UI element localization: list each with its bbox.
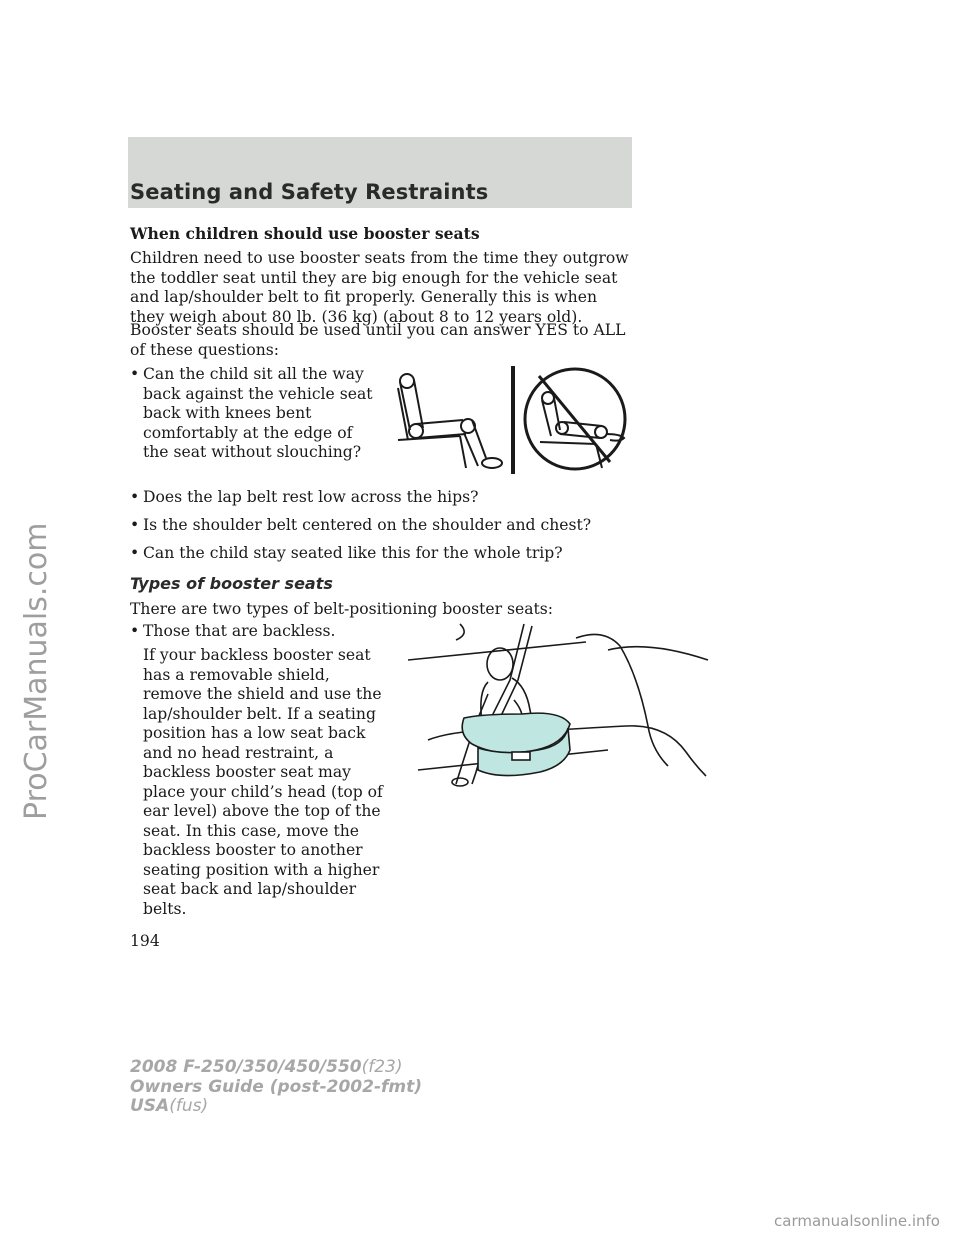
footer-region-code: (fus) [169,1096,209,1116]
page-number: 194 [130,932,160,950]
paragraph-booster-types: There are two types of belt-positioning booster seats: [130,600,554,618]
paragraph-booster-until: Booster seats should be used until you can answer YES to ALL of these questions: [130,321,626,359]
prohibition-icon [525,369,625,469]
list-item [130,488,630,508]
bullet-dot: • [130,544,140,562]
paragraph-booster-intro: Children need to use booster seats from the time they outgrow the toddler seat until they are big enough for the vehicle seat and lap/shoulder belt to fit properly. Generally this is when they weigh about 80 lb. (36 kg) (about 8 to 12 years old). [130,249,629,326]
correct-posture-illustration [398,374,502,468]
bullet-text: Can the child sit all the way back against the vehicle seat back with knees bent comfortably at the edge of the seat without slouching? [143,365,373,461]
posture-comparison-figure [388,358,632,478]
list-item [130,622,390,642]
list-item [130,516,630,536]
footer-model-code: (f23) [361,1057,403,1077]
bullet-text: Is the shoulder belt centered on the shoulder and chest? [143,516,592,534]
document-footer [130,1058,422,1117]
list-item [130,365,380,463]
side-watermark [2,380,62,820]
paragraph-backless-shield [143,646,389,919]
bullet-dot: • [130,488,140,506]
backless-booster-seat [462,713,570,775]
footer-line-model [130,1058,422,1078]
backless-instructions-text: If your backless booster seat has a removable shield, remove the shield and use the lap/shoulder belt. If a seating position has a low seat back and no head restraint, a backless booster seat may place your child’s head (top of ear level) above the top of the seat. In this case, move the backless booster to another seating position with a higher seat back and lap/shoulder belts. [143,646,383,918]
bullet-text: Can the child stay seated like this for the whole trip? [143,544,563,562]
footer-model: 2008 F-250/350/450/550 [130,1057,362,1077]
side-watermark-text: ProCarManuals.com [19,522,54,820]
child-booster-seat-figure [408,620,714,790]
bullet-dot: • [130,365,140,383]
bullet-text: Does the lap belt rest low across the hips? [143,488,479,506]
bullet-text: Those that are backless. [143,622,336,640]
footer-guide: Owners Guide (post-2002-fmt) [130,1076,423,1097]
subheading-types-of-booster-seats: Types of booster seats [130,574,333,593]
footer-region: USA [130,1096,170,1116]
section-title: Seating and Safety Restraints [130,180,489,204]
list-item [130,544,630,564]
footer-line-region [130,1097,422,1117]
heading-when-booster: When children should use booster seats [130,224,480,243]
bullet-dot: • [130,516,140,534]
bottom-watermark: carmanualsonline.info [774,1212,940,1230]
bullet-dot: • [130,622,140,640]
